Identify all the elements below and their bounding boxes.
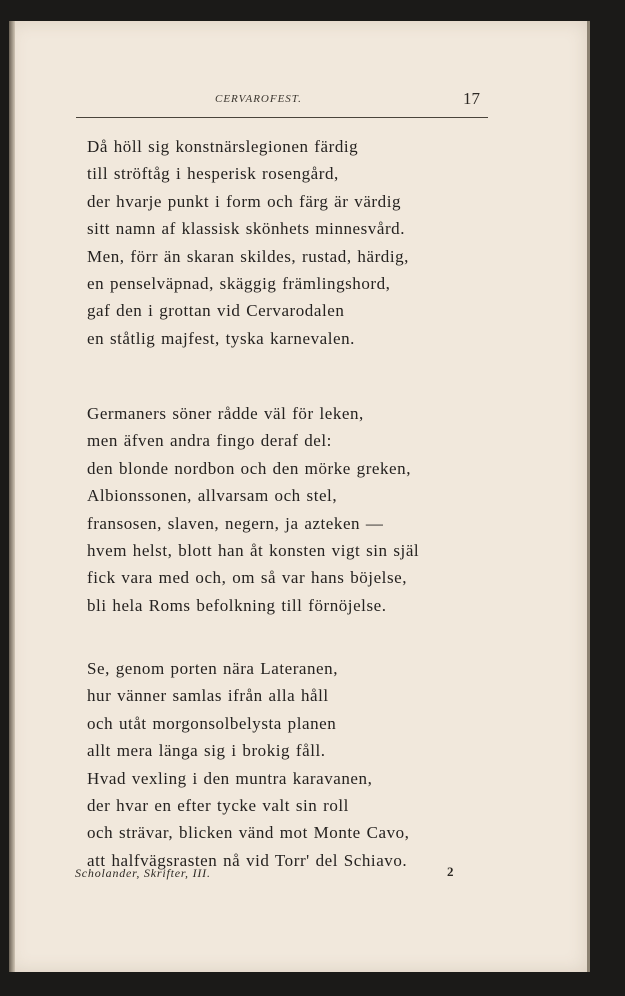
verse-line: Hvad vexling i den muntra karavanen, bbox=[87, 768, 373, 788]
verse-line: der hvarje punkt i form och färg är värdig bbox=[87, 191, 402, 211]
verse-line: Albionssonen, allvarsam och stel, bbox=[87, 486, 338, 506]
printer-signature: 2 bbox=[447, 864, 454, 879]
verse-line: Germaners söner rådde väl för leken, bbox=[87, 404, 364, 423]
verse-line: gaf den i grottan vid Cervarodalen bbox=[87, 301, 345, 321]
verse-line: och utåt morgonsolbelysta planen bbox=[87, 713, 337, 733]
header-rule bbox=[76, 117, 488, 118]
running-title: CERVAROFEST. bbox=[215, 93, 302, 105]
verse-line: en ståtlig majfest, tyska karnevalen. bbox=[87, 328, 355, 348]
page-number: 17 bbox=[463, 89, 480, 108]
stanza-1 bbox=[87, 133, 409, 352]
verse-line: der hvar en efter tycke valt sin roll bbox=[87, 795, 349, 815]
verse-line: Men, förr än skaran skildes, rustad, härdig, bbox=[87, 246, 409, 266]
verse-line: en penselväpnad, skäggig främlingshord, bbox=[87, 273, 391, 293]
verse-line: hvem helst, blott han åt konsten vigt sin själ bbox=[87, 540, 420, 560]
verse-line: hur vänner samlas ifrån alla håll bbox=[87, 686, 329, 706]
verse-line: fransosen, slaven, negern, ja azteken — bbox=[87, 513, 384, 533]
stanza-3 bbox=[87, 655, 409, 874]
source-footnote: Scholander, Skrifter, III. bbox=[75, 866, 211, 880]
verse-line: och strävar, blicken vänd mot Monte Cavo, bbox=[87, 823, 410, 843]
page-spine-shadow bbox=[9, 21, 15, 972]
stanza-2 bbox=[87, 400, 419, 619]
verse-line: allt mera länga sig i brokig fåll. bbox=[87, 741, 326, 761]
verse-line: fick vara med och, om så var hans böjelse, bbox=[87, 568, 407, 588]
verse-line: att halfvägsrasten nå vid Torr' del Schiavo. bbox=[87, 850, 408, 870]
verse-line: till ströftåg i hesperisk rosengård, bbox=[87, 164, 339, 184]
verse-line: sitt namn af klassisk skönhets minnesvård. bbox=[87, 219, 406, 239]
book-page bbox=[9, 21, 587, 972]
page-edge bbox=[587, 21, 590, 972]
verse-line: men äfven andra fingo deraf del: bbox=[87, 431, 332, 451]
verse-line: den blonde nordbon och den mörke greken, bbox=[87, 458, 411, 478]
verse-line: bli hela Roms befolkning till förnöjelse. bbox=[87, 595, 387, 615]
verse-line: Se, genom porten nära Lateranen, bbox=[87, 659, 338, 678]
verse-line: Då höll sig konstnärslegionen färdig bbox=[87, 137, 359, 156]
